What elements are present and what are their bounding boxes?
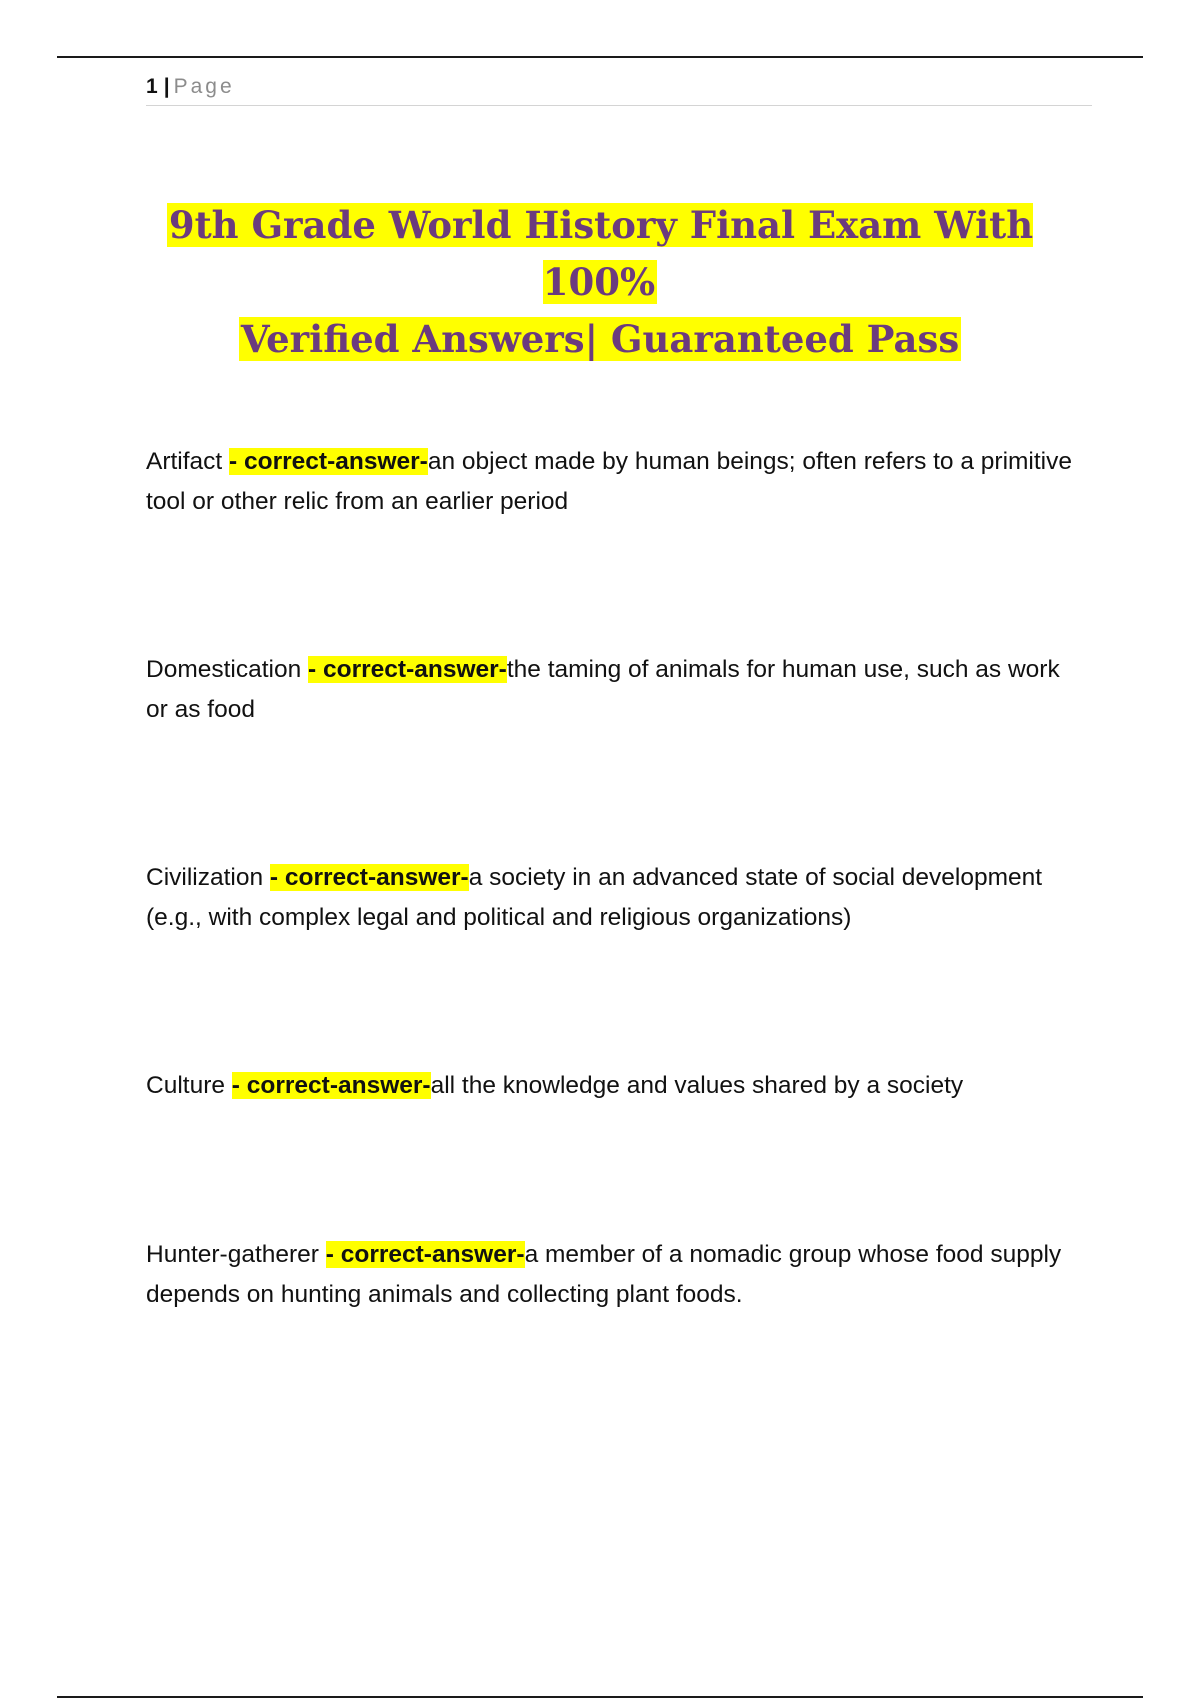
term: Hunter-gatherer [146, 1241, 326, 1268]
page-separator: | [163, 75, 170, 98]
term: Artifact [146, 448, 230, 475]
correct-answer-marker: - correct-answer- [269, 864, 469, 891]
definition: all the knowledge and values shared by a society [430, 1072, 964, 1099]
page-label: Page [173, 75, 235, 98]
correct-answer-marker: - correct-answer- [229, 448, 428, 475]
correct-answer-marker: - correct-answer- [325, 1241, 525, 1268]
document-title [120, 197, 1080, 368]
bottom-border-rule [57, 1696, 1143, 1698]
page-header [146, 73, 1092, 106]
term: Culture [146, 1072, 232, 1099]
definition: the taming of animals for human use, such as work or as food [146, 656, 1060, 723]
title-line-2: Verified Answers| Guaranteed Pass [240, 317, 960, 361]
qa-item-culture [146, 1066, 1086, 1106]
term: Civilization [146, 864, 270, 891]
definition: an object made by human beings; often refers to a primitive tool or other relic from an earlier period [146, 448, 1072, 515]
qa-item-civilization [146, 858, 1086, 938]
title-line-1: 9th Grade World History Final Exam With 100% [168, 203, 1034, 304]
qa-item-artifact [146, 442, 1086, 522]
correct-answer-marker: - correct-answer- [231, 1072, 431, 1099]
definition: a society in an advanced state of social development (e.g., with complex legal and political and religious organizations) [146, 864, 1043, 931]
correct-answer-marker: - correct-answer- [308, 656, 507, 683]
term: Domestication [146, 656, 309, 683]
qa-item-domestication [146, 650, 1086, 730]
page-number: 1 [146, 75, 158, 98]
definition: a member of a nomadic group whose food supply depends on hunting animals and collecting plant foods. [146, 1241, 1062, 1308]
qa-item-hunter-gatherer [146, 1235, 1086, 1315]
top-border-rule [57, 56, 1143, 58]
